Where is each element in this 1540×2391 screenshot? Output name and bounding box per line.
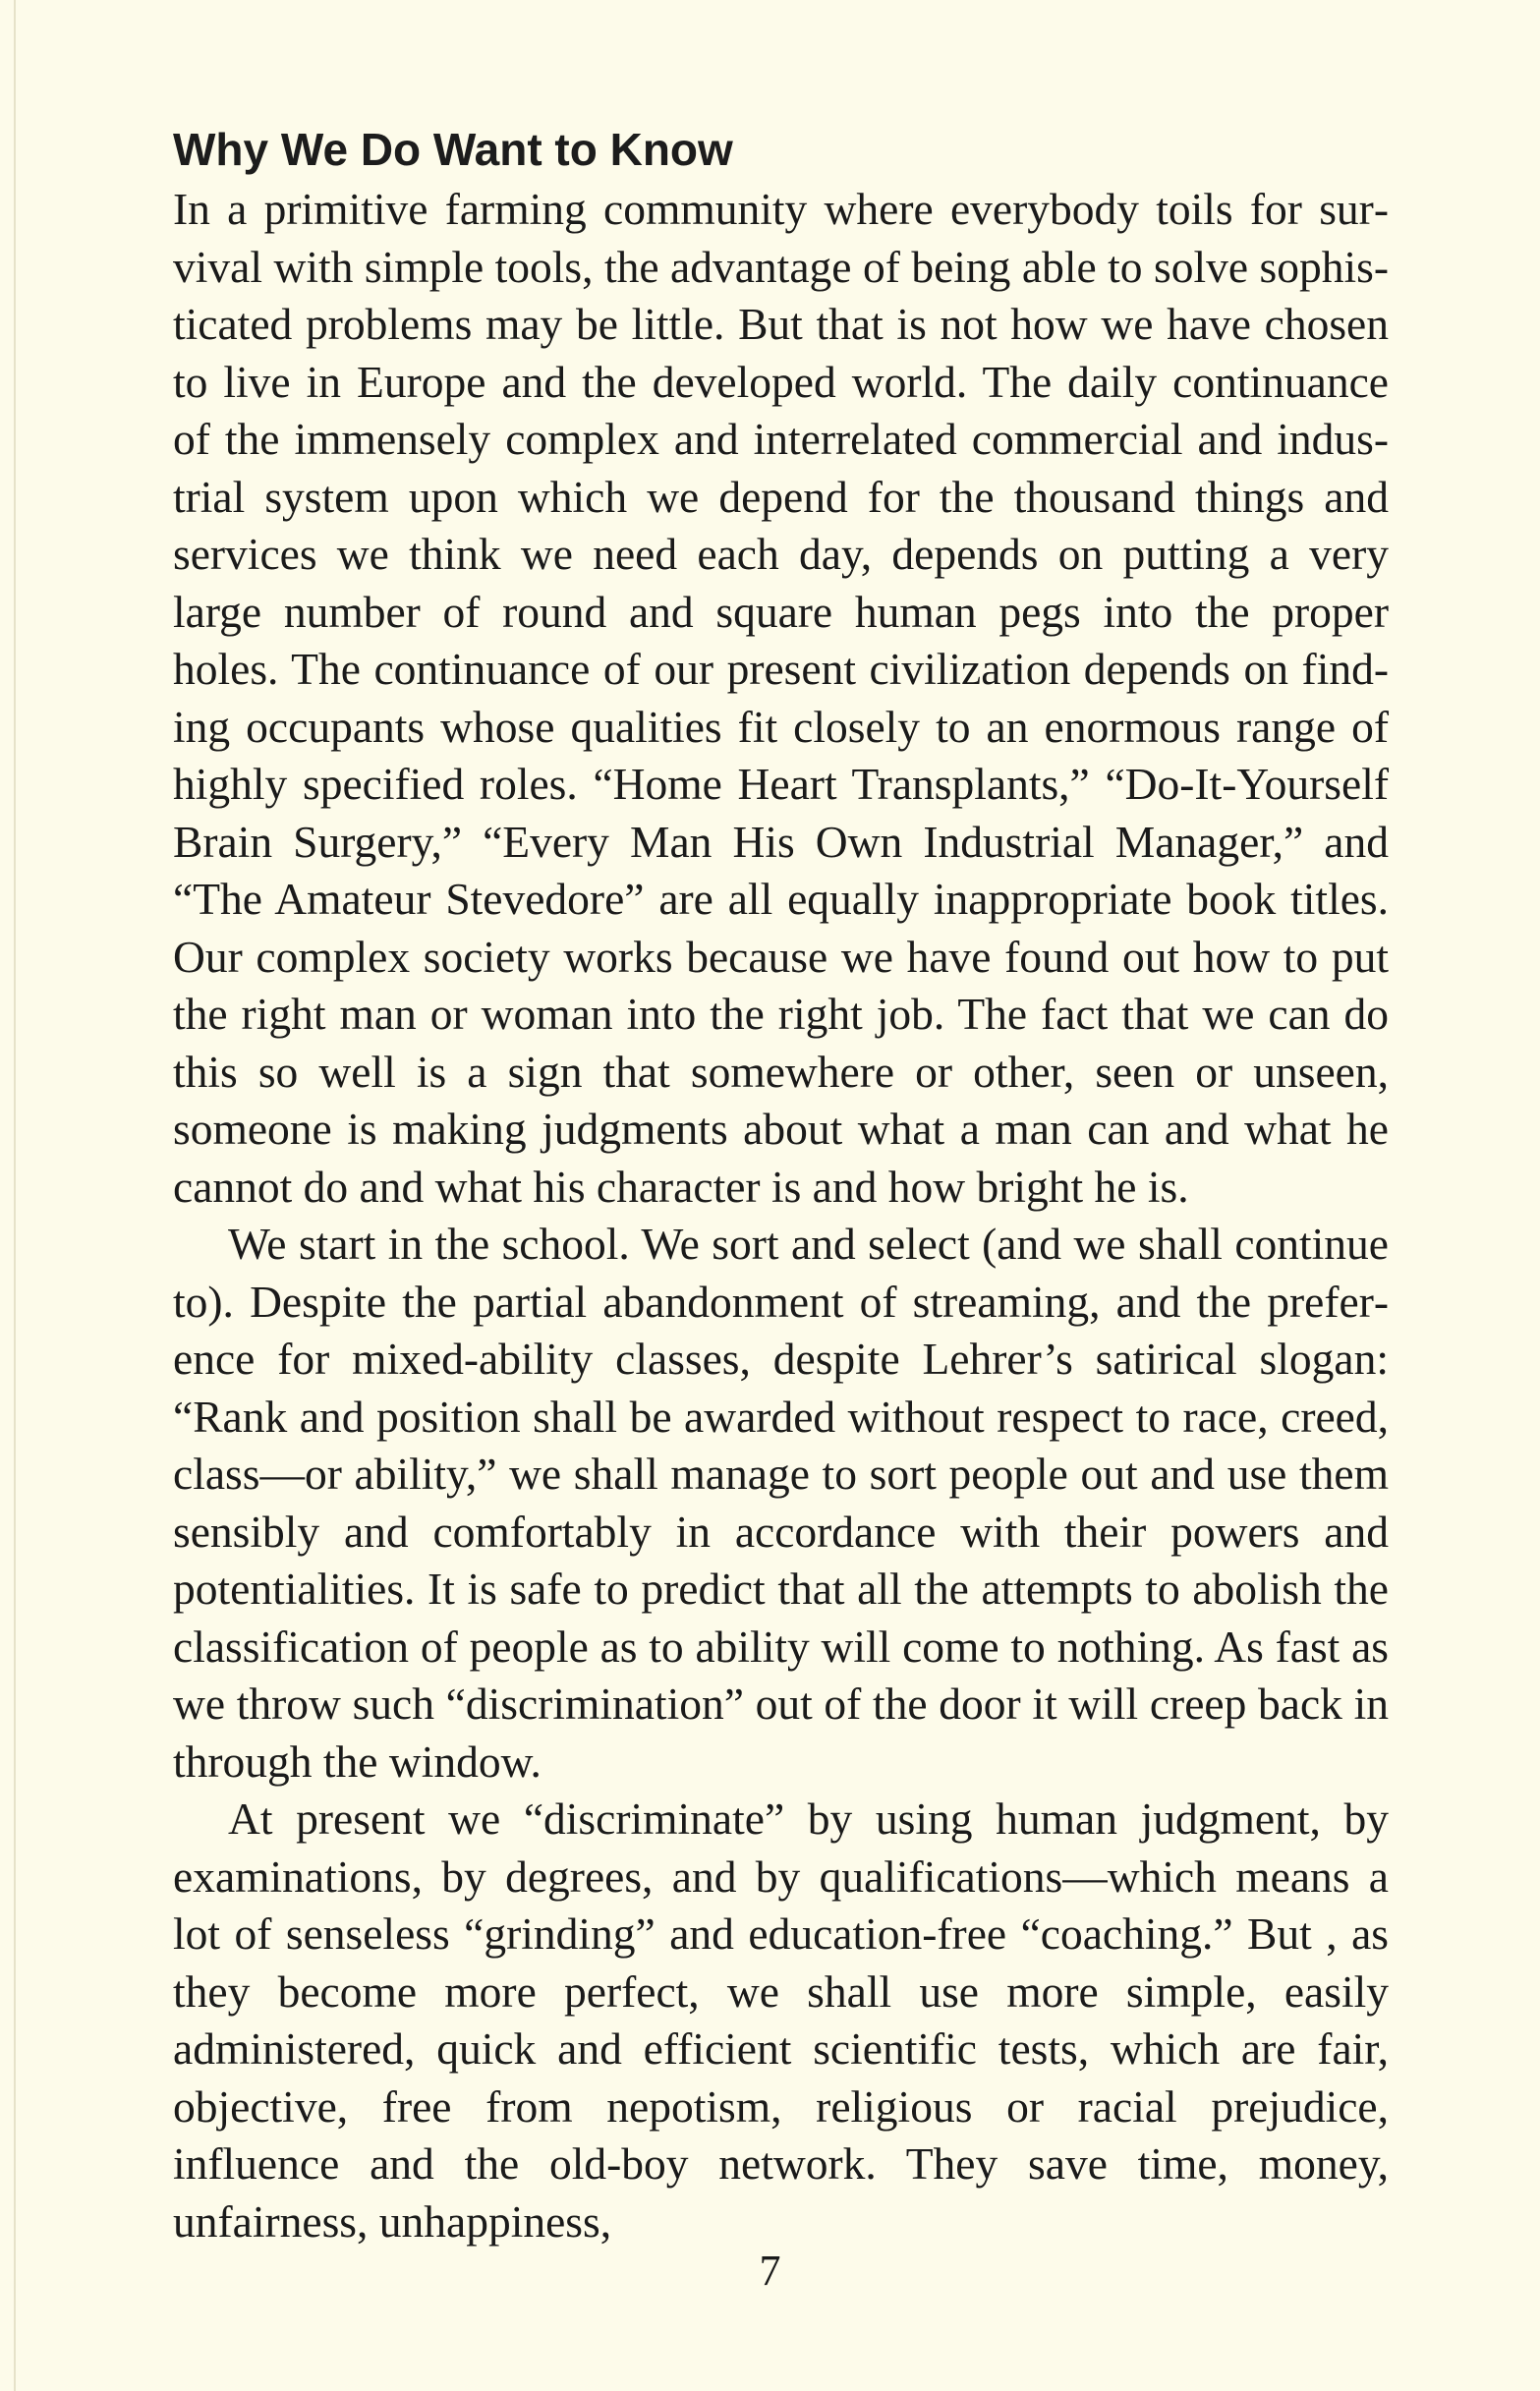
paragraph-3: At present we “discriminate” by using human judgment, by examinations, by degrees, and by qualifications—which means a lot of senseless “grinding” and education-free “coaching.” But , as they become more perfect, we shall use more simple, easily administered, quick and efficient scientific tests, which are fair, objective, free from nepotism, religious or racial prejudice, influence and the old-boy network. They save time, money, unfairness, unhappiness, (173, 1793, 1389, 2247)
page-body (173, 110, 1389, 2250)
paragraph-2: We start in the school. We sort and select (and we shall continue to). Despite the partial abandonment of streaming, and the preference for mixed-ability classes, despite Lehrer’s satirical slogan: “Rank and position shall be awarded without respect to race, creed, class—or ability,” we shall manage to sort people out and use them sensibly and comfortably in accordance with their powers and potentialities. It is safe to predict that all the attempts to abolish the classification of people as to ability will come to nothing. As fast as we throw such “discrimination” out of the door it will creep back in through the window. (173, 1219, 1389, 1787)
section-heading: Why We Do Want to Know (173, 124, 733, 175)
page-edge-divider (14, 0, 16, 2391)
paragraph-1: In a primitive farming community where everybody toils for survival with simple tools, the advantage of being able to solve sophisticated problems may be little. But that is not how we have chosen to live in Europe and the developed world. The daily continuance of the immensely complex and interrelated commercial and industrial system upon which we depend for the thousand things and services we think we need each day, depends on putting a very large number of round and square human pegs into the proper holes. The continuance of our present civilization depends on finding occupants whose qualities fit closely to an enormous range of highly specified roles. “Home Heart Transplants,” “Do-It-Yourself Brain Surgery,” “Every Man His Own Industrial Manager,” and “The Amateur Stevedore” are all equally inappropriate book titles. Our complex society works because we have found out how to put the right man or woman into the right job. The fact that we can do this so well is a sign that somewhere or other, seen or unseen, someone is making judgments about what a man can and what he cannot do and what his character is and how bright he is. (173, 184, 1389, 1212)
page-number: 7 (759, 2247, 781, 2295)
